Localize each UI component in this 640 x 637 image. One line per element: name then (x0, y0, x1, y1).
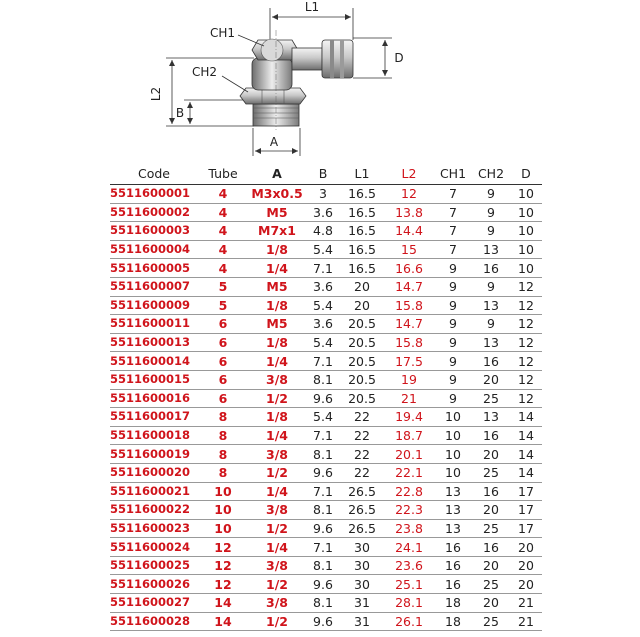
cell-ch1: 7 (434, 222, 472, 241)
cell-ch1: 10 (434, 426, 472, 445)
cell-ch2: 25 (472, 612, 510, 631)
cell-tube: 14 (198, 594, 248, 613)
cell-ch1: 7 (434, 185, 472, 204)
table-row (110, 426, 542, 445)
cell-a: 1/2 (248, 389, 306, 408)
callout-ch2 (192, 65, 248, 92)
cell-code: 5511600002 (110, 203, 198, 222)
col-header-ch2: CH2 (472, 162, 510, 185)
cell-code: 5511600005 (110, 259, 198, 278)
cell-tube: 6 (198, 333, 248, 352)
cell-b: 5.4 (306, 333, 340, 352)
cell-ch1: 9 (434, 259, 472, 278)
cell-ch1: 16 (434, 556, 472, 575)
table-row (110, 296, 542, 315)
cell-ch2: 20 (472, 370, 510, 389)
cell-code: 5511600020 (110, 463, 198, 482)
cell-ch2: 16 (472, 259, 510, 278)
cell-a: 3/8 (248, 445, 306, 464)
cell-l2: 23.8 (384, 519, 434, 538)
cell-ch1: 9 (434, 333, 472, 352)
cell-l2: 21 (384, 389, 434, 408)
cell-d: 12 (510, 333, 542, 352)
cell-l2: 14.7 (384, 315, 434, 334)
callout-ch1 (210, 26, 264, 46)
cell-ch2: 13 (472, 408, 510, 427)
cell-l1: 20.5 (340, 352, 384, 371)
cell-b: 5.4 (306, 240, 340, 259)
cell-a: 1/4 (248, 426, 306, 445)
cell-d: 10 (510, 259, 542, 278)
cell-ch2: 13 (472, 240, 510, 259)
cell-b: 4.8 (306, 222, 340, 241)
label-a: A (269, 135, 279, 149)
col-header-code: Code (110, 162, 198, 185)
cell-d: 20 (510, 538, 542, 557)
cell-ch1: 9 (434, 389, 472, 408)
cell-ch1: 13 (434, 519, 472, 538)
cell-l1: 16.5 (340, 203, 384, 222)
label-l1: L1 (304, 0, 320, 14)
cell-d: 10 (510, 222, 542, 241)
cell-a: 3/8 (248, 556, 306, 575)
cell-a: 1/2 (248, 612, 306, 631)
cell-l1: 20.5 (340, 370, 384, 389)
cell-ch1: 7 (434, 203, 472, 222)
cell-d: 20 (510, 556, 542, 575)
cell-l2: 19 (384, 370, 434, 389)
label-ch1: CH1 (210, 26, 236, 40)
cell-ch1: 16 (434, 538, 472, 557)
cell-b: 8.1 (306, 370, 340, 389)
cell-ch2: 9 (472, 277, 510, 296)
cell-code: 5511600021 (110, 482, 198, 501)
cell-l2: 17.5 (384, 352, 434, 371)
cell-code: 5511600009 (110, 296, 198, 315)
cell-tube: 8 (198, 463, 248, 482)
cell-b: 7.1 (306, 538, 340, 557)
cell-d: 14 (510, 408, 542, 427)
cell-ch2: 20 (472, 501, 510, 520)
cell-ch2: 25 (472, 575, 510, 594)
cell-l1: 22 (340, 408, 384, 427)
cell-code: 5511600001 (110, 185, 198, 204)
col-header-b: B (306, 162, 340, 185)
cell-tube: 12 (198, 575, 248, 594)
cell-l2: 26.1 (384, 612, 434, 631)
cell-ch1: 7 (434, 240, 472, 259)
cell-a: M5 (248, 277, 306, 296)
cell-ch2: 25 (472, 519, 510, 538)
cell-code: 5511600017 (110, 408, 198, 427)
label-ch2: CH2 (192, 65, 218, 79)
col-header-d: D (510, 162, 542, 185)
cell-tube: 4 (198, 185, 248, 204)
cell-l1: 20.5 (340, 389, 384, 408)
cell-l2: 14.4 (384, 222, 434, 241)
cell-d: 21 (510, 612, 542, 631)
cell-ch1: 9 (434, 370, 472, 389)
cell-tube: 10 (198, 519, 248, 538)
cell-a: 1/2 (248, 575, 306, 594)
dimension-b (176, 100, 252, 124)
cell-b: 3 (306, 185, 340, 204)
cell-l2: 15 (384, 240, 434, 259)
cell-ch2: 16 (472, 352, 510, 371)
cell-tube: 4 (198, 240, 248, 259)
cell-ch1: 9 (434, 352, 472, 371)
table-row (110, 594, 542, 613)
cell-l2: 18.7 (384, 426, 434, 445)
cell-l2: 22.1 (384, 463, 434, 482)
col-header-l1: L1 (340, 162, 384, 185)
cell-d: 12 (510, 315, 542, 334)
cell-l1: 20 (340, 296, 384, 315)
table-row (110, 575, 542, 594)
dimension-a (253, 128, 300, 156)
cell-code: 5511600019 (110, 445, 198, 464)
table-row (110, 240, 542, 259)
cell-l1: 22 (340, 426, 384, 445)
table-row (110, 333, 542, 352)
cell-b: 3.6 (306, 315, 340, 334)
cell-a: M5 (248, 315, 306, 334)
cell-l1: 26.5 (340, 519, 384, 538)
cell-ch2: 9 (472, 203, 510, 222)
cell-tube: 6 (198, 389, 248, 408)
cell-b: 9.6 (306, 519, 340, 538)
cell-ch2: 13 (472, 333, 510, 352)
cell-d: 21 (510, 594, 542, 613)
cell-l2: 19.4 (384, 408, 434, 427)
cell-code: 5511600011 (110, 315, 198, 334)
cell-tube: 4 (198, 203, 248, 222)
cell-ch2: 13 (472, 296, 510, 315)
elbow-fitting (240, 30, 353, 130)
cell-l2: 15.8 (384, 333, 434, 352)
cell-d: 14 (510, 426, 542, 445)
cell-a: 3/8 (248, 370, 306, 389)
cell-b: 7.1 (306, 352, 340, 371)
cell-code: 5511600003 (110, 222, 198, 241)
table-row (110, 203, 542, 222)
cell-tube: 12 (198, 556, 248, 575)
cell-l1: 31 (340, 594, 384, 613)
cell-a: M3x0.5 (248, 185, 306, 204)
cell-b: 3.6 (306, 277, 340, 296)
cell-b: 5.4 (306, 296, 340, 315)
cell-code: 5511600028 (110, 612, 198, 631)
cell-tube: 5 (198, 296, 248, 315)
table-row (110, 556, 542, 575)
cell-ch2: 16 (472, 538, 510, 557)
cell-ch2: 9 (472, 315, 510, 334)
cell-l1: 30 (340, 556, 384, 575)
cell-b: 8.1 (306, 445, 340, 464)
cell-l2: 28.1 (384, 594, 434, 613)
table-row (110, 519, 542, 538)
cell-l1: 16.5 (340, 185, 384, 204)
cell-code: 5511600007 (110, 277, 198, 296)
cell-d: 14 (510, 445, 542, 464)
cell-l2: 15.8 (384, 296, 434, 315)
table-row (110, 538, 542, 557)
cell-l1: 30 (340, 575, 384, 594)
cell-a: 1/4 (248, 352, 306, 371)
cell-ch2: 20 (472, 445, 510, 464)
cell-tube: 4 (198, 222, 248, 241)
cell-ch1: 10 (434, 463, 472, 482)
cell-d: 12 (510, 296, 542, 315)
cell-d: 12 (510, 352, 542, 371)
cell-l1: 30 (340, 538, 384, 557)
cell-ch1: 16 (434, 575, 472, 594)
cell-d: 17 (510, 482, 542, 501)
dimension-l1 (270, 0, 353, 40)
cell-l1: 22 (340, 445, 384, 464)
cell-b: 9.6 (306, 575, 340, 594)
cell-a: 1/8 (248, 240, 306, 259)
table-row (110, 277, 542, 296)
cell-d: 12 (510, 389, 542, 408)
cell-b: 9.6 (306, 463, 340, 482)
cell-a: 1/8 (248, 408, 306, 427)
cell-ch1: 9 (434, 315, 472, 334)
cell-l2: 22.8 (384, 482, 434, 501)
cell-d: 10 (510, 185, 542, 204)
cell-tube: 4 (198, 259, 248, 278)
cell-b: 8.1 (306, 501, 340, 520)
cell-ch2: 9 (472, 185, 510, 204)
cell-code: 5511600016 (110, 389, 198, 408)
cell-ch2: 16 (472, 482, 510, 501)
cell-l2: 22.3 (384, 501, 434, 520)
cell-d: 14 (510, 463, 542, 482)
col-header-a: A (248, 162, 306, 185)
cell-d: 17 (510, 519, 542, 538)
table-row (110, 315, 542, 334)
table-row (110, 352, 542, 371)
cell-tube: 6 (198, 370, 248, 389)
cell-a: 3/8 (248, 501, 306, 520)
cell-b: 9.6 (306, 389, 340, 408)
cell-l2: 23.6 (384, 556, 434, 575)
cell-a: 1/4 (248, 482, 306, 501)
cell-l1: 16.5 (340, 240, 384, 259)
table-row (110, 259, 542, 278)
table-row (110, 222, 542, 241)
cell-d: 12 (510, 370, 542, 389)
cell-b: 8.1 (306, 556, 340, 575)
cell-a: 1/8 (248, 333, 306, 352)
cell-d: 20 (510, 575, 542, 594)
cell-tube: 10 (198, 501, 248, 520)
cell-b: 7.1 (306, 482, 340, 501)
cell-tube: 10 (198, 482, 248, 501)
cell-ch2: 20 (472, 594, 510, 613)
cell-ch2: 20 (472, 556, 510, 575)
cell-b: 3.6 (306, 203, 340, 222)
table-row (110, 185, 542, 204)
cell-code: 5511600024 (110, 538, 198, 557)
cell-ch1: 13 (434, 501, 472, 520)
cell-l1: 16.5 (340, 259, 384, 278)
cell-l2: 14.7 (384, 277, 434, 296)
cell-ch2: 25 (472, 389, 510, 408)
cell-ch1: 18 (434, 594, 472, 613)
cell-l1: 26.5 (340, 501, 384, 520)
cell-l1: 20.5 (340, 315, 384, 334)
table-row (110, 370, 542, 389)
cell-a: M7x1 (248, 222, 306, 241)
cell-tube: 5 (198, 277, 248, 296)
cell-a: 1/4 (248, 538, 306, 557)
cell-ch1: 13 (434, 482, 472, 501)
cell-d: 12 (510, 277, 542, 296)
table-row (110, 463, 542, 482)
cell-ch2: 9 (472, 222, 510, 241)
cell-code: 5511600018 (110, 426, 198, 445)
cell-ch1: 10 (434, 445, 472, 464)
label-d: D (394, 51, 404, 65)
cell-l1: 16.5 (340, 222, 384, 241)
dimension-d (353, 38, 404, 78)
col-header-ch1: CH1 (434, 162, 472, 185)
cell-b: 5.4 (306, 408, 340, 427)
cell-tube: 6 (198, 315, 248, 334)
cell-tube: 8 (198, 408, 248, 427)
cell-code: 5511600015 (110, 370, 198, 389)
cell-l2: 20.1 (384, 445, 434, 464)
cell-a: 1/2 (248, 519, 306, 538)
table-row (110, 482, 542, 501)
cell-l2: 25.1 (384, 575, 434, 594)
cell-code: 5511600022 (110, 501, 198, 520)
cell-a: 1/4 (248, 259, 306, 278)
cell-tube: 8 (198, 426, 248, 445)
cell-l1: 20 (340, 277, 384, 296)
label-l2: L2 (149, 86, 163, 102)
cell-ch2: 16 (472, 426, 510, 445)
cell-l2: 12 (384, 185, 434, 204)
spec-table (110, 162, 542, 631)
cell-a: 3/8 (248, 594, 306, 613)
col-header-tube: Tube (198, 162, 248, 185)
cell-ch1: 18 (434, 612, 472, 631)
table-row (110, 408, 542, 427)
cell-ch2: 25 (472, 463, 510, 482)
cell-l1: 22 (340, 463, 384, 482)
table-row (110, 501, 542, 520)
cell-a: 1/8 (248, 296, 306, 315)
cell-d: 17 (510, 501, 542, 520)
cell-tube: 6 (198, 352, 248, 371)
table-row (110, 445, 542, 464)
cell-b: 7.1 (306, 259, 340, 278)
cell-b: 9.6 (306, 612, 340, 631)
label-b: B (175, 106, 185, 120)
table-row (110, 612, 542, 631)
cell-l1: 31 (340, 612, 384, 631)
cell-b: 8.1 (306, 594, 340, 613)
table-row (110, 389, 542, 408)
cell-code: 5511600026 (110, 575, 198, 594)
cell-l1: 20.5 (340, 333, 384, 352)
cell-d: 10 (510, 203, 542, 222)
cell-code: 5511600004 (110, 240, 198, 259)
cell-code: 5511600023 (110, 519, 198, 538)
cell-code: 5511600014 (110, 352, 198, 371)
cell-l2: 16.6 (384, 259, 434, 278)
cell-ch1: 10 (434, 408, 472, 427)
cell-l2: 24.1 (384, 538, 434, 557)
cell-tube: 8 (198, 445, 248, 464)
cell-a: 1/2 (248, 463, 306, 482)
table-body (110, 185, 542, 631)
cell-code: 5511600027 (110, 594, 198, 613)
fitting-drawing (0, 0, 640, 160)
cell-b: 7.1 (306, 426, 340, 445)
cell-ch1: 9 (434, 277, 472, 296)
cell-ch1: 9 (434, 296, 472, 315)
cell-a: M5 (248, 203, 306, 222)
cell-l2: 13.8 (384, 203, 434, 222)
cell-l1: 26.5 (340, 482, 384, 501)
table-header-row (110, 162, 542, 185)
col-header-l2: L2 (384, 162, 434, 185)
cell-tube: 14 (198, 612, 248, 631)
cell-code: 5511600013 (110, 333, 198, 352)
cell-tube: 12 (198, 538, 248, 557)
cell-d: 10 (510, 240, 542, 259)
cell-code: 5511600025 (110, 556, 198, 575)
